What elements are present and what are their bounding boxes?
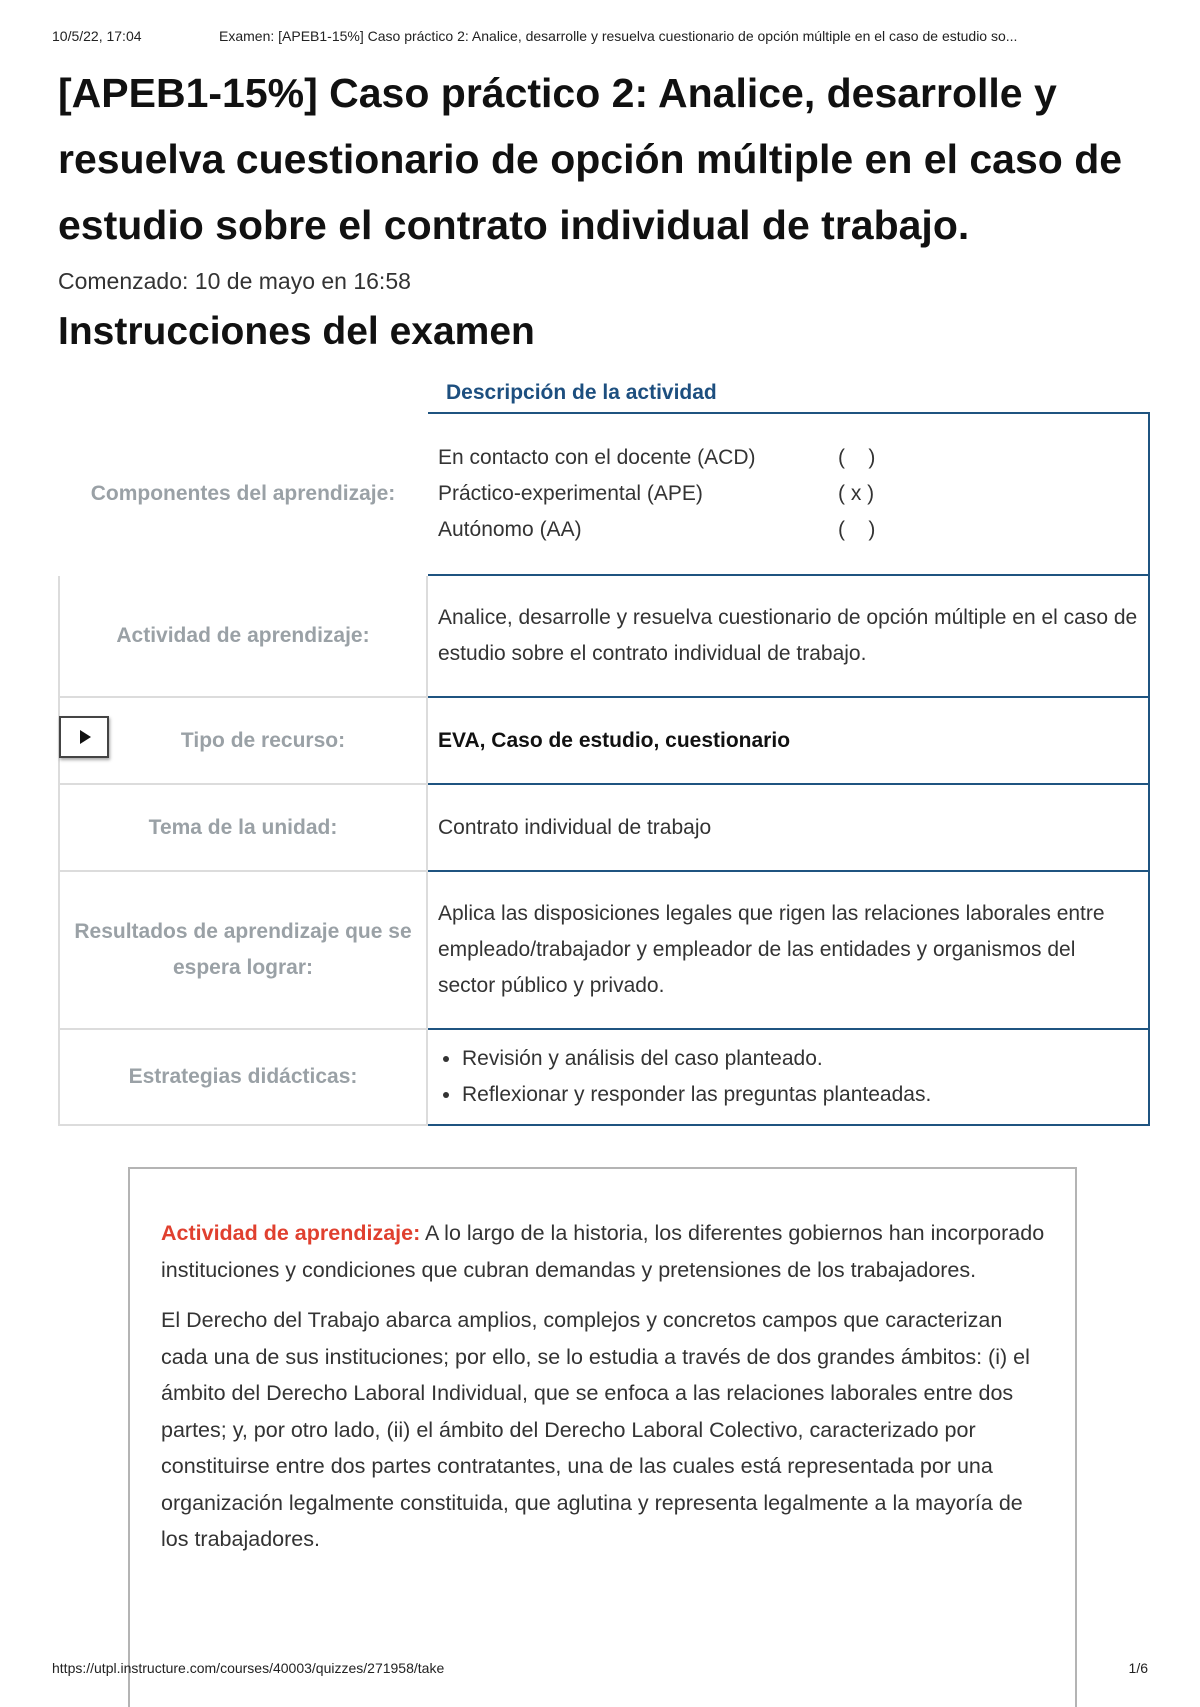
print-url: https://utpl.instructure.com/courses/40003/quizzes/271958/take bbox=[52, 1660, 445, 1676]
component-name: En contacto con el docente (ACD) bbox=[438, 446, 756, 469]
play-icon bbox=[80, 730, 91, 744]
print-datetime: 10/5/22, 17:04 bbox=[52, 28, 142, 44]
table-row bbox=[59, 784, 1149, 871]
components-label: Componentes del aprendizaje: bbox=[90, 482, 396, 505]
activity-description-heading: Descripción de la actividad bbox=[446, 381, 717, 404]
component-mark: ( ) bbox=[838, 518, 876, 541]
content-text: A lo largo de la historia, los diferentes gobiernos han incorporado instituciones y condiciones que cubran demandas y pretensiones de los trabajadores. bbox=[161, 1221, 1045, 1282]
activity-label: Actividad de aprendizaje: bbox=[59, 575, 427, 697]
activity-label-red: Actividad de aprendizaje: bbox=[161, 1221, 421, 1245]
component-name: Autónomo (AA) bbox=[438, 518, 582, 541]
resource-value: EVA, Caso de estudio, cuestionario bbox=[427, 697, 1149, 784]
instructions-heading: Instrucciones del examen bbox=[58, 310, 535, 353]
exam-title: [APEB1-15%] Caso práctico 2: Analice, desarrolle y resuelva cuestionario de opción múltiple en el caso de estudio sobre el contrato individual de trabajo. bbox=[58, 70, 1123, 248]
content-paragraph: El Derecho del Trabajo abarca amplios, complejos y concretos campos que caracterizan cada una de sus instituciones; por ello, se lo estudia a través de dos grandes ámbitos: (i) el ámbito del Derecho Laboral Individual, que se enfoca a las relaciones laborales entre dos partes; y, por otro lado, (ii) el ámbito del Derecho Laboral Colectivo, caracterizado por constituirse entre dos partes contratantes, una de las cuales está representada por una organización legalmente constituida, que aglutina y representa legalmente a la mayoría de los trabajadores. bbox=[161, 1308, 1030, 1551]
resource-label: Tipo de recurso: bbox=[59, 697, 427, 784]
activity-value: Analice, desarrolle y resuelva cuestionario de opción múltiple en el caso de estudio sobre el contrato individual de trabajo. bbox=[427, 575, 1149, 697]
component-mark: ( ) bbox=[838, 446, 876, 469]
play-media-button[interactable] bbox=[59, 716, 109, 758]
activity-table bbox=[58, 412, 1150, 1126]
topic-value: Contrato individual de trabajo bbox=[427, 784, 1149, 871]
components-value bbox=[427, 413, 1149, 575]
content-paragraph bbox=[161, 1215, 1045, 1288]
strategies-label: Estrategias didácticas: bbox=[59, 1029, 427, 1125]
strategies-list bbox=[438, 1041, 1138, 1113]
content-box bbox=[128, 1167, 1077, 1707]
table-row bbox=[59, 1029, 1149, 1125]
table-row bbox=[59, 697, 1149, 784]
started-timestamp: Comenzado: 10 de mayo en 16:58 bbox=[58, 268, 411, 294]
table-row bbox=[59, 871, 1149, 1029]
table-row bbox=[59, 575, 1149, 697]
results-label: Resultados de aprendizaje que se espera lograr: bbox=[59, 871, 427, 1029]
strategies-value bbox=[427, 1029, 1149, 1125]
component-mark: ( x ) bbox=[838, 482, 875, 505]
topic-label: Tema de la unidad: bbox=[59, 784, 427, 871]
component-name: Práctico-experimental (APE) bbox=[438, 482, 703, 505]
table-row bbox=[59, 413, 1149, 575]
component-aa bbox=[438, 512, 1138, 548]
results-value: Aplica las disposiciones legales que rigen las relaciones laborales entre empleado/trabajador y empleador de las entidades y organismos del sector público y privado. bbox=[427, 871, 1149, 1029]
list-item: • Reflexionar y responder las preguntas planteadas. bbox=[462, 1077, 1138, 1113]
component-ape bbox=[438, 476, 1138, 512]
print-footer bbox=[52, 1660, 1148, 1676]
print-page-title: Examen: [APEB1-15%] Caso práctico 2: Analice, desarrolle y resuelva cuestionario de opción múltiple en el caso de estudio so... bbox=[219, 28, 1018, 44]
list-item: • Revisión y análisis del caso planteado. bbox=[462, 1041, 1138, 1077]
component-acd bbox=[438, 440, 1138, 476]
print-page-number: 1/6 bbox=[1128, 1660, 1148, 1676]
